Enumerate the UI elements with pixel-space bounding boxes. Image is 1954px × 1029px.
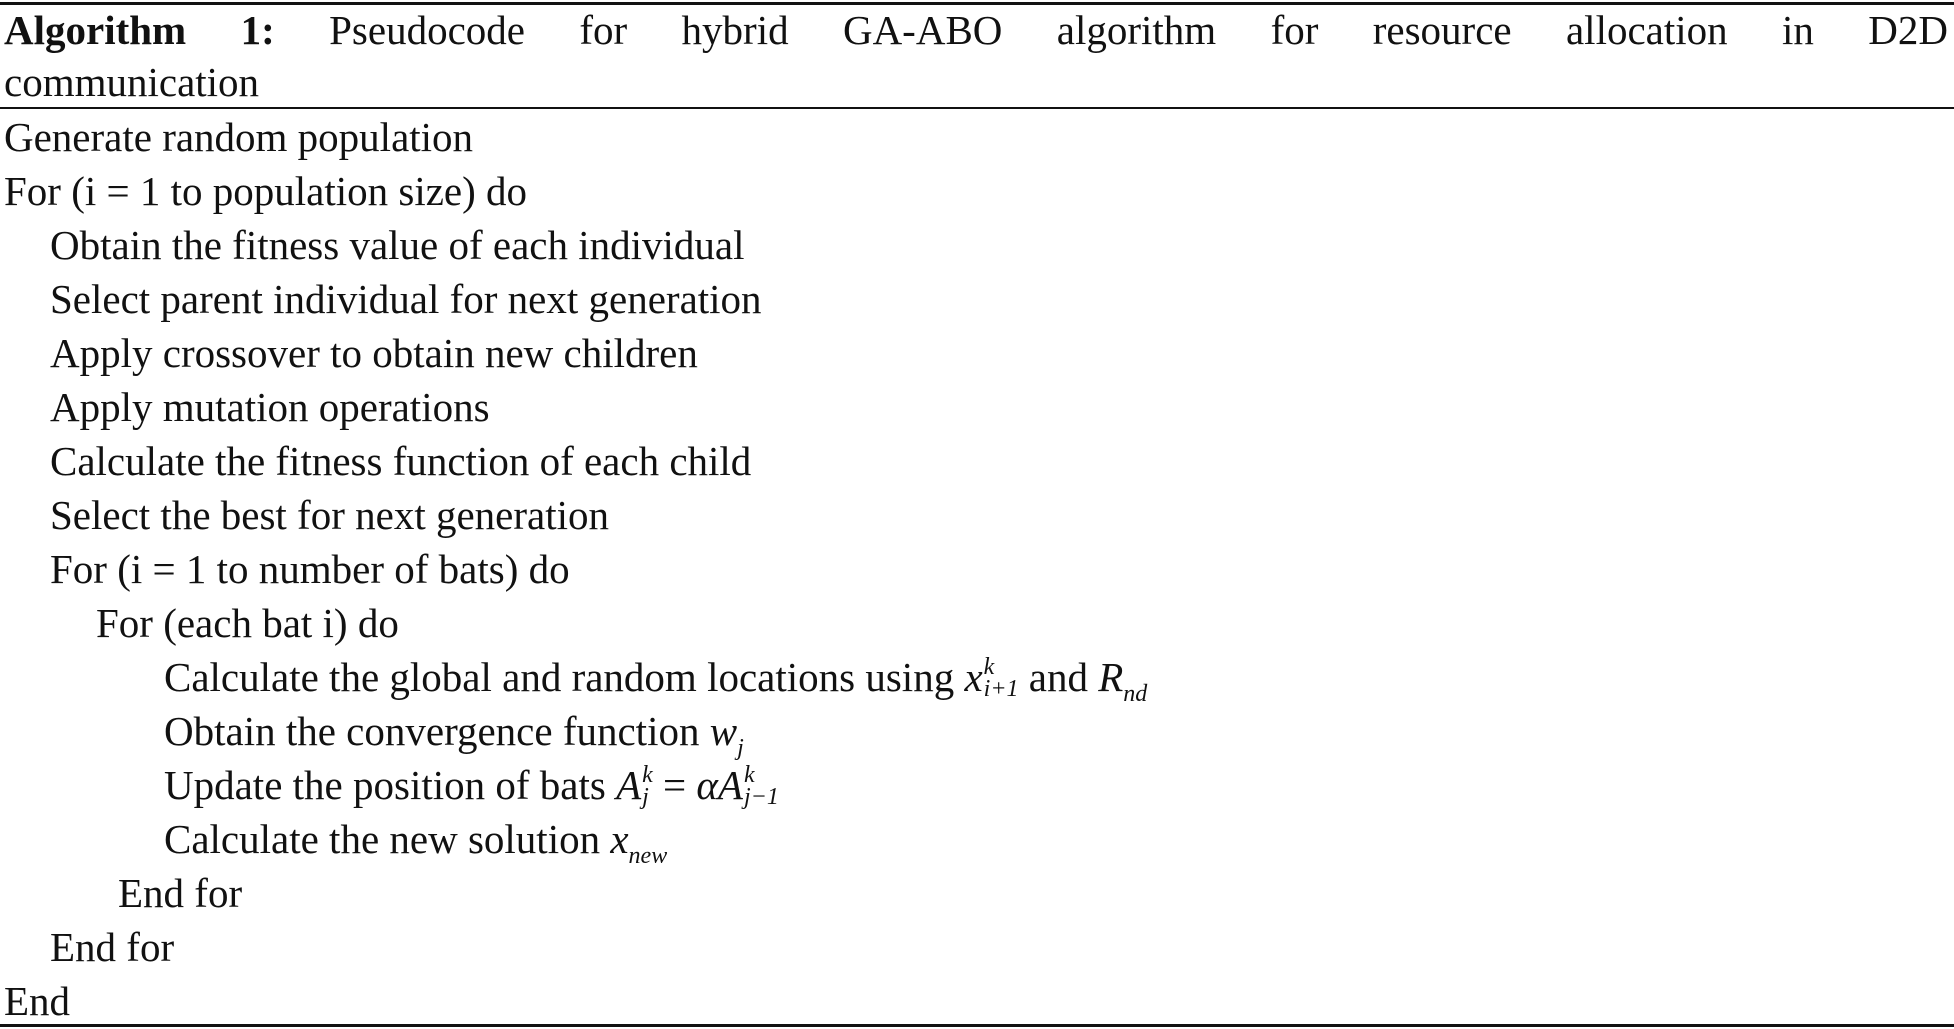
step-end-for-inner: End for (118, 870, 243, 916)
connector-and: and (1028, 654, 1088, 700)
equals-sign: = (663, 762, 687, 808)
math-w-sub: j (737, 735, 744, 761)
math-w: w (709, 708, 738, 754)
bottom-rule (0, 1024, 1954, 1027)
math-A-lhs: A (616, 762, 642, 808)
step-text: Calculate the new solution (164, 816, 601, 862)
algorithm-title: Pseudocode for hybrid GA-ABO algorithm for resource allocation in D2D (329, 7, 1949, 53)
math-A-lhs-sup: k (642, 761, 653, 788)
step-update-position (164, 758, 779, 812)
math-A-rhs: A (717, 762, 743, 808)
caption-line-1 (4, 4, 1948, 56)
math-A-rhs-sup: k (743, 761, 755, 788)
math-R: R (1098, 654, 1124, 700)
step-select-parent: Select parent individual for next generation (50, 276, 762, 322)
math-x-sup: k (983, 653, 995, 680)
algorithm-caption (4, 4, 1948, 108)
math-A-rhs-scripts (743, 761, 779, 810)
caption-line-2: communication (4, 59, 260, 105)
caption-rule (0, 107, 1954, 109)
math-A-lhs-sub: j (642, 783, 649, 810)
step-generate-population: Generate random population (4, 114, 474, 160)
step-text: Calculate the global and random locations using (164, 654, 955, 700)
step-end-for-outer: End for (50, 924, 175, 970)
math-A-lhs-scripts (642, 761, 653, 810)
math-R-sub: nd (1123, 681, 1148, 707)
step-crossover: Apply crossover to obtain new children (50, 330, 698, 376)
step-new-solution (164, 812, 667, 873)
math-x: x (964, 654, 983, 700)
step-text: Update the position of bats (164, 762, 606, 808)
step-convergence (164, 704, 744, 765)
math-x-new-sub: new (628, 843, 668, 869)
step-for-bats: For (i = 1 to number of bats) do (50, 546, 570, 592)
math-x-scripts (983, 653, 1019, 702)
math-A-rhs-sub: j−1 (743, 783, 779, 810)
step-for-population: For (i = 1 to population size) do (4, 168, 528, 214)
step-mutation: Apply mutation operations (50, 384, 490, 430)
step-calc-locations (164, 650, 1147, 711)
algorithm-label: Algorithm 1: (4, 7, 275, 53)
step-select-best: Select the best for next generation (50, 492, 609, 538)
math-x-sub: i+1 (983, 675, 1019, 702)
step-end: End (4, 978, 71, 1024)
math-x-new: x (610, 816, 629, 862)
step-text: Obtain the convergence function (164, 708, 700, 754)
step-calc-fitness-child: Calculate the fitness function of each child (50, 438, 752, 484)
math-alpha: α (696, 762, 718, 808)
step-obtain-fitness: Obtain the fitness value of each individual (50, 222, 745, 268)
step-for-each-bat: For (each bat i) do (96, 600, 399, 646)
